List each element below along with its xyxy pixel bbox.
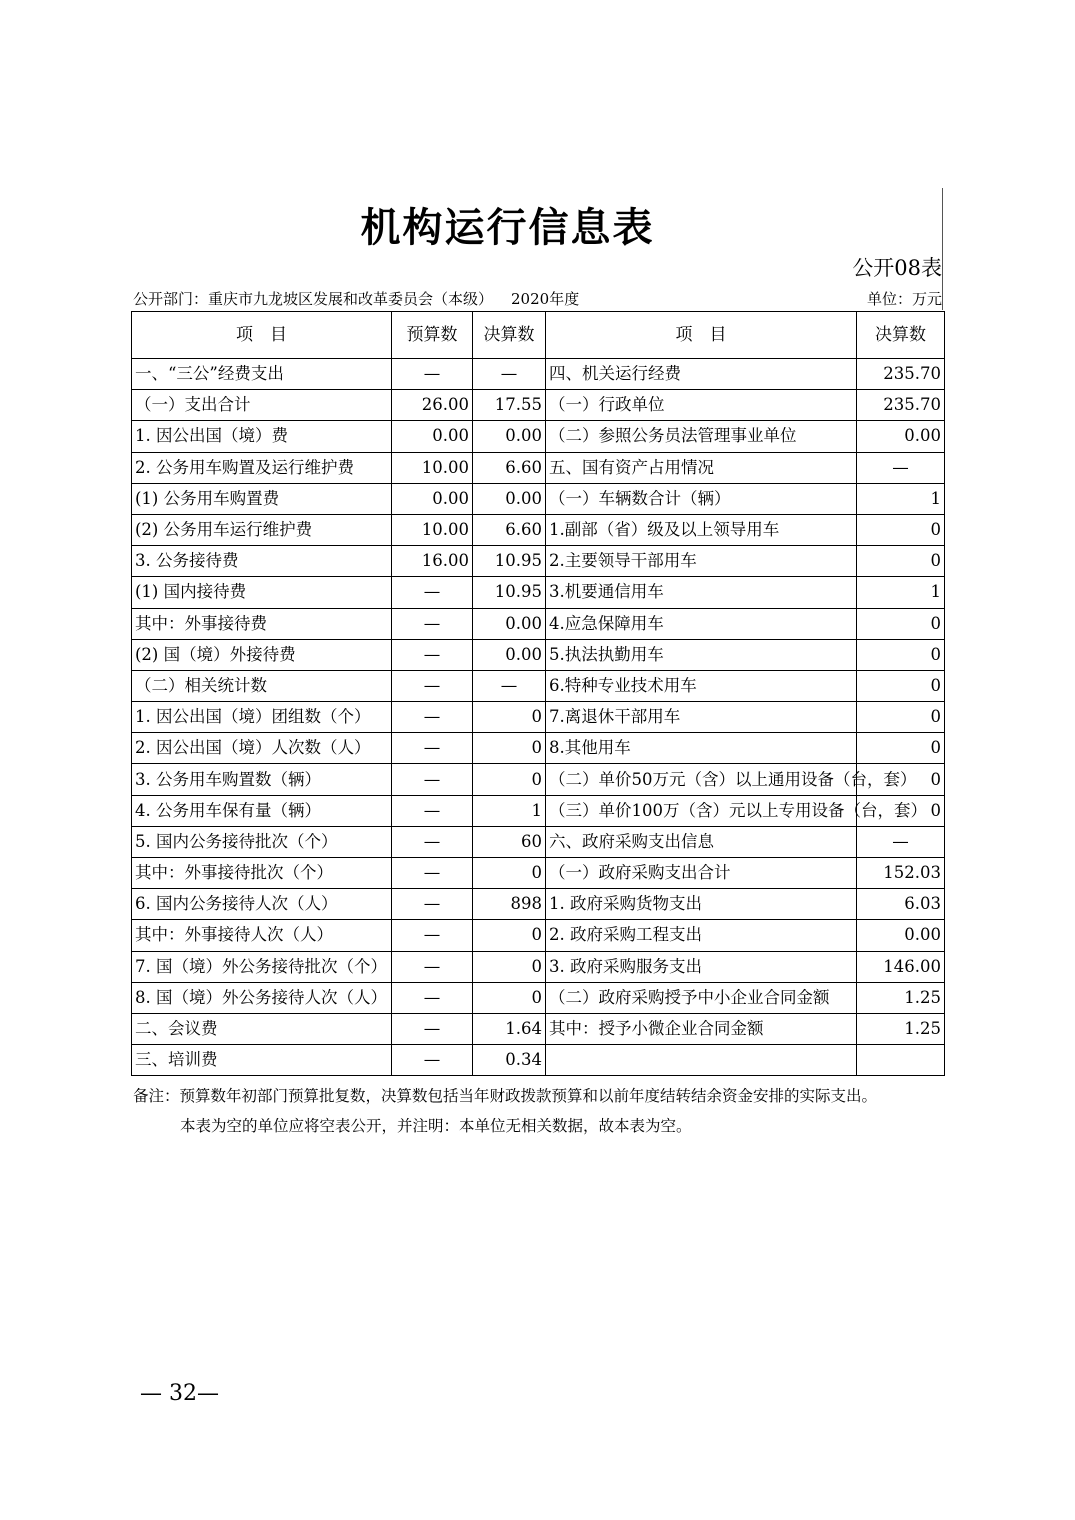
row-final: 6.60 xyxy=(473,452,546,483)
row-budget: — xyxy=(392,889,473,920)
table-row xyxy=(132,826,945,857)
row-final: 0.00 xyxy=(473,483,546,514)
row-item: 3. 公务接待费 xyxy=(132,546,392,577)
row-item-right: 其中：授予小微企业合同金额 xyxy=(546,1013,857,1044)
department-name: 公开部门：重庆市九龙坡区发展和改革委员会（本级） xyxy=(133,290,494,308)
row-item-right: 8.其他用车 xyxy=(546,733,857,764)
row-item: 一、“三公”经费支出 xyxy=(132,359,392,390)
row-final-right: 0 xyxy=(857,639,945,670)
row-item-right: 7.离退休干部用车 xyxy=(546,702,857,733)
row-item: 其中：外事接待批次（个） xyxy=(132,858,392,889)
table-row xyxy=(132,608,945,639)
row-final-right: 152.03 xyxy=(857,858,945,889)
row-item: 7. 国（境）外公务接待批次（个） xyxy=(132,951,392,982)
row-budget: — xyxy=(392,359,473,390)
row-final-right: 0 xyxy=(857,514,945,545)
row-final-right: 1 xyxy=(857,483,945,514)
row-final: 0 xyxy=(473,733,546,764)
row-item: （一）支出合计 xyxy=(132,390,392,421)
row-item: 其中：外事接待费 xyxy=(132,608,392,639)
row-item: （二）相关统计数 xyxy=(132,670,392,701)
table-row xyxy=(132,421,945,452)
fiscal-year: 2020年度 xyxy=(511,290,580,308)
row-final: 0 xyxy=(473,920,546,951)
row-budget: 10.00 xyxy=(392,452,473,483)
row-budget: — xyxy=(392,858,473,889)
row-item-right: 四、机关运行经费 xyxy=(546,359,857,390)
row-budget: 0.00 xyxy=(392,421,473,452)
row-item: 2. 因公出国（境）人次数（人） xyxy=(132,733,392,764)
row-budget: — xyxy=(392,608,473,639)
header-final: 决算数 xyxy=(473,312,546,359)
header-final-right: 决算数 xyxy=(857,312,945,359)
empty-table-note: 本表为空的单位应将空表公开，并注明：本单位无相关数据，故本表为空。 xyxy=(180,1117,692,1135)
row-final-right: 0 xyxy=(857,733,945,764)
row-item: 其中：外事接待人次（人） xyxy=(132,920,392,951)
row-final-right: 0.00 xyxy=(857,920,945,951)
row-final-right xyxy=(857,1045,945,1076)
row-final-right: 235.70 xyxy=(857,390,945,421)
table-row xyxy=(132,1013,945,1044)
document-title: 机构运行信息表 xyxy=(360,204,655,251)
row-budget: 16.00 xyxy=(392,546,473,577)
row-budget: — xyxy=(392,1045,473,1076)
row-final: 1 xyxy=(473,795,546,826)
table-row xyxy=(132,982,945,1013)
row-final-right: — xyxy=(857,452,945,483)
row-item-right: 2. 政府采购工程支出 xyxy=(546,920,857,951)
header-item-right: 项 目 xyxy=(546,312,857,359)
row-final: 0 xyxy=(473,982,546,1013)
row-item-right: 3.机要通信用车 xyxy=(546,577,857,608)
table-row xyxy=(132,920,945,951)
row-item: 5. 国内公务接待批次（个） xyxy=(132,826,392,857)
row-item-right: （一）车辆数合计（辆） xyxy=(546,483,857,514)
row-final-right: 235.70 xyxy=(857,359,945,390)
row-item: 1. 因公出国（境）团组数（个） xyxy=(132,702,392,733)
row-final: 17.55 xyxy=(473,390,546,421)
row-final-right: 0 xyxy=(857,670,945,701)
row-budget: 0.00 xyxy=(392,483,473,514)
currency-unit: 单位：万元 xyxy=(866,290,942,308)
table-row xyxy=(132,1045,945,1076)
row-final: 0.34 xyxy=(473,1045,546,1076)
table-header-row xyxy=(132,312,945,359)
row-final-right: 0 xyxy=(857,546,945,577)
row-final: 0.00 xyxy=(473,608,546,639)
row-item: 二、会议费 xyxy=(132,1013,392,1044)
table-row xyxy=(132,795,945,826)
row-item-right: （一）政府采购支出合计 xyxy=(546,858,857,889)
row-item-right: 6.特种专业技术用车 xyxy=(546,670,857,701)
row-final: — xyxy=(473,670,546,701)
row-item: 6. 国内公务接待人次（人） xyxy=(132,889,392,920)
row-final-right: 1 xyxy=(857,577,945,608)
table-row xyxy=(132,483,945,514)
row-final-right: 6.03 xyxy=(857,889,945,920)
info-table xyxy=(131,311,945,1076)
row-final: 0.00 xyxy=(473,421,546,452)
row-final-right: 1.25 xyxy=(857,982,945,1013)
row-budget: — xyxy=(392,1013,473,1044)
table-row xyxy=(132,702,945,733)
row-budget: — xyxy=(392,795,473,826)
row-final: 10.95 xyxy=(473,546,546,577)
row-final-right: 146.00 xyxy=(857,951,945,982)
page-number: — 32— xyxy=(140,1381,219,1406)
row-item-right: 5.执法执勤用车 xyxy=(546,639,857,670)
row-final-right: 0 xyxy=(857,608,945,639)
row-budget: 10.00 xyxy=(392,514,473,545)
row-item-right: 4.应急保障用车 xyxy=(546,608,857,639)
row-item: 2. 公务用车购置及运行维护费 xyxy=(132,452,392,483)
row-budget: — xyxy=(392,733,473,764)
table-row xyxy=(132,764,945,795)
table-number: 公开08表 xyxy=(852,256,942,280)
table-row xyxy=(132,390,945,421)
row-item-right: （二）政府采购授予中小企业合同金额 xyxy=(546,982,857,1013)
table-row xyxy=(132,452,945,483)
row-budget: 26.00 xyxy=(392,390,473,421)
table-row xyxy=(132,359,945,390)
row-item-right: 3. 政府采购服务支出 xyxy=(546,951,857,982)
row-final-right: 0 xyxy=(857,764,945,795)
row-final: 0 xyxy=(473,702,546,733)
row-budget: — xyxy=(392,951,473,982)
row-budget: — xyxy=(392,826,473,857)
table-row xyxy=(132,858,945,889)
header-item: 项 目 xyxy=(132,312,392,359)
table-row xyxy=(132,546,945,577)
row-item-right: 2.主要领导干部用车 xyxy=(546,546,857,577)
row-item-right: （一）行政单位 xyxy=(546,390,857,421)
row-item: 1. 因公出国（境）费 xyxy=(132,421,392,452)
row-final-right: 0 xyxy=(857,702,945,733)
table-body xyxy=(132,359,945,1076)
row-final: 6.60 xyxy=(473,514,546,545)
row-final-right: 0.00 xyxy=(857,421,945,452)
row-item: 三、培训费 xyxy=(132,1045,392,1076)
row-budget: — xyxy=(392,639,473,670)
table-row xyxy=(132,733,945,764)
row-final-right: 1.25 xyxy=(857,1013,945,1044)
row-item-right: 1. 政府采购货物支出 xyxy=(546,889,857,920)
row-item-right: （二）单价50万元（含）以上通用设备（台，套） xyxy=(546,764,857,795)
row-final: 898 xyxy=(473,889,546,920)
row-final: — xyxy=(473,359,546,390)
table-row xyxy=(132,577,945,608)
table-row xyxy=(132,889,945,920)
row-final-right: — xyxy=(857,826,945,857)
row-final: 1.64 xyxy=(473,1013,546,1044)
row-item: 4. 公务用车保有量（辆） xyxy=(132,795,392,826)
row-item: 8. 国（境）外公务接待人次（人） xyxy=(132,982,392,1013)
row-item-right: （二）参照公务员法管理事业单位 xyxy=(546,421,857,452)
row-item-right xyxy=(546,1045,857,1076)
row-final: 0.00 xyxy=(473,639,546,670)
row-item-right: 六、政府采购支出信息 xyxy=(546,826,857,857)
row-final: 0 xyxy=(473,764,546,795)
row-final: 60 xyxy=(473,826,546,857)
table-row xyxy=(132,639,945,670)
remark-note: 备注：预算数年初部门预算批复数，决算数包括当年财政拨款预算和以前年度结转结余资金安排的实际支出。 xyxy=(133,1087,878,1105)
row-budget: — xyxy=(392,982,473,1013)
row-budget: — xyxy=(392,920,473,951)
row-final: 0 xyxy=(473,951,546,982)
row-item-right: 1.副部（省）级及以上领导用车 xyxy=(546,514,857,545)
row-item: (2) 国（境）外接待费 xyxy=(132,639,392,670)
row-budget: — xyxy=(392,764,473,795)
header-budget: 预算数 xyxy=(392,312,473,359)
table-row xyxy=(132,670,945,701)
row-budget: — xyxy=(392,702,473,733)
row-item: (1) 国内接待费 xyxy=(132,577,392,608)
row-final-right: 0 xyxy=(857,795,945,826)
row-item: (1) 公务用车购置费 xyxy=(132,483,392,514)
row-item-right: （三）单价100万（含）元以上专用设备（台，套） xyxy=(546,795,857,826)
row-item: (2) 公务用车运行维护费 xyxy=(132,514,392,545)
row-budget: — xyxy=(392,577,473,608)
row-final: 10.95 xyxy=(473,577,546,608)
row-item: 3. 公务用车购置数（辆） xyxy=(132,764,392,795)
row-budget: — xyxy=(392,670,473,701)
department-line xyxy=(133,288,579,309)
row-final: 0 xyxy=(473,858,546,889)
row-item-right: 五、国有资产占用情况 xyxy=(546,452,857,483)
table-row xyxy=(132,514,945,545)
table-row xyxy=(132,951,945,982)
